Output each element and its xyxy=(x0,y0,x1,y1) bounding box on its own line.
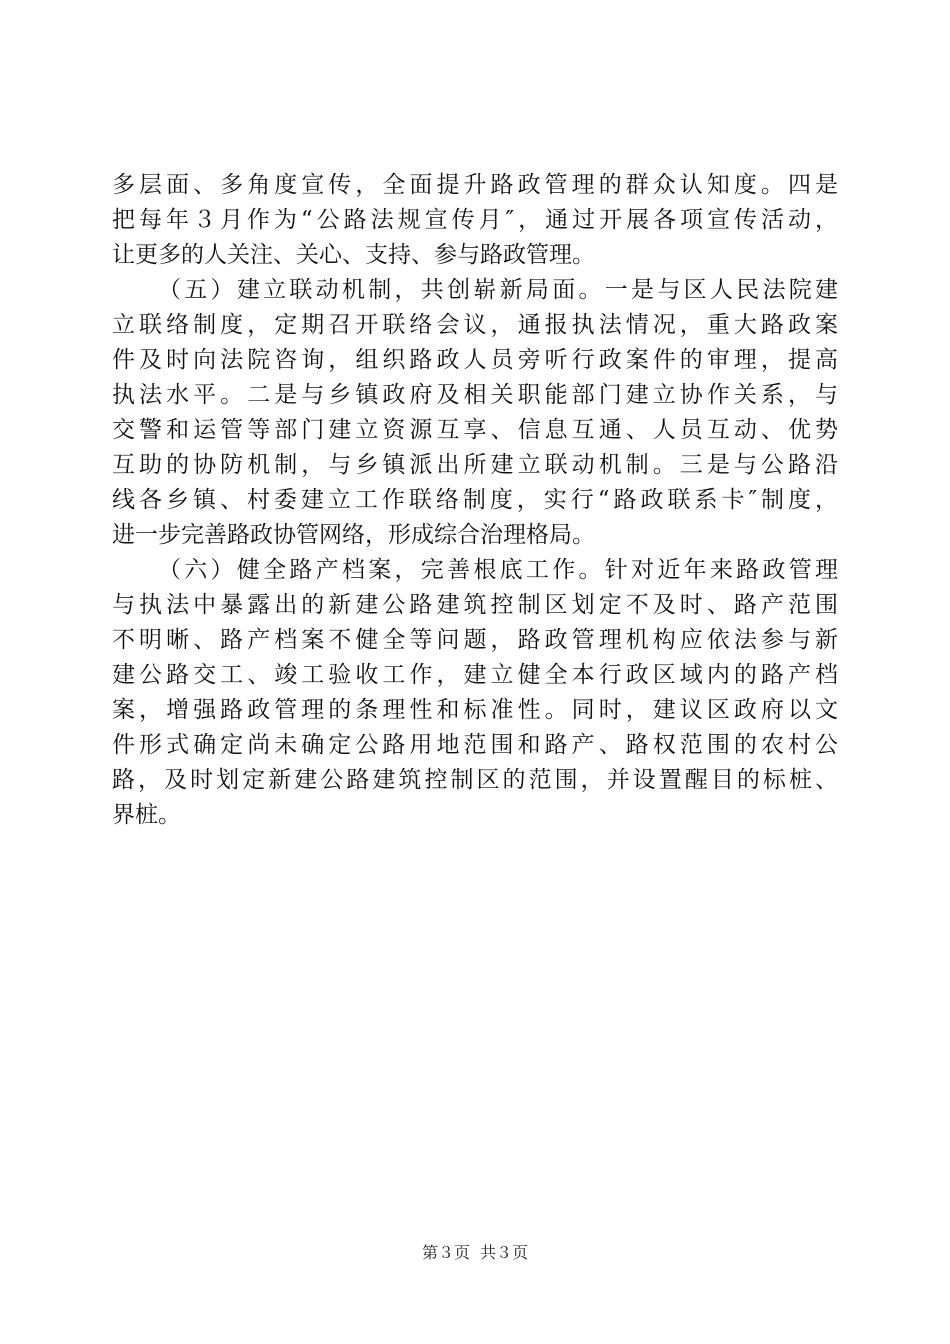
text-line: 互助的协防机制，与乡镇派出所建立联动机制。三是与公路沿 xyxy=(112,452,838,478)
text-line: 路，及时划定新建公路建筑控制区的范围，并设置醒目的标桩、 xyxy=(112,767,838,793)
text-line: 案，增强路政管理的条理性和标准性。同时，建议区政府以文 xyxy=(112,697,838,723)
text-line: 把每年３月作为“公路法规宣传月″，通过开展各项宣传活动， xyxy=(112,207,838,233)
text-line: 交警和运管等部门建立资源互享、信息互通、人员互动、优势 xyxy=(112,417,838,443)
text-line: 与执法中暴露出的新建公路建筑控制区划定不及时、路产范围 xyxy=(112,592,838,618)
page-footer xyxy=(0,1241,950,1265)
paragraph-publicity xyxy=(112,168,838,273)
text-line: 执法水平。二是与乡镇政府及相关职能部门建立协作关系，与 xyxy=(112,382,838,408)
text-line: 进一步完善路政协管网络，形成综合治理格局。 xyxy=(112,522,595,548)
document-body xyxy=(112,168,838,833)
text-line: 让更多的人关注、关心、支持、参与路政管理。 xyxy=(112,242,595,268)
text-line: 立联络制度，定期召开联络会议，通报执法情况，重大路政案 xyxy=(112,312,838,338)
page-number: 第３页 xyxy=(421,1243,470,1262)
page-total: 共３页 xyxy=(480,1243,529,1262)
text-line: （五）建立联动机制，共创崭新局面。一是与区人民法院建 xyxy=(158,277,838,303)
text-line: 线各乡镇、村委建立工作联络制度，实行“路政联系卡″制度， xyxy=(112,487,838,513)
text-line: 件形式确定尚未确定公路用地范围和路产、路权范围的农村公 xyxy=(112,732,838,758)
text-line: 件及时向法院咨询，组织路政人员旁听行政案件的审理，提高 xyxy=(112,347,838,373)
text-line: 多层面、多角度宣传，全面提升路政管理的群众认知度。四是 xyxy=(112,172,838,198)
text-line: 界桩。 xyxy=(112,802,181,828)
text-line: 不明晰、路产档案不健全等问题，路政管理机构应依法参与新 xyxy=(112,627,838,653)
text-line: （六）健全路产档案，完善根底工作。针对近年来路政管理 xyxy=(158,557,838,583)
paragraph-linkage-mechanism xyxy=(112,273,838,553)
text-line: 建公路交工、竣工验收工作，建立健全本行政区域内的路产档 xyxy=(112,662,838,688)
paragraph-road-asset-archive xyxy=(112,553,838,833)
